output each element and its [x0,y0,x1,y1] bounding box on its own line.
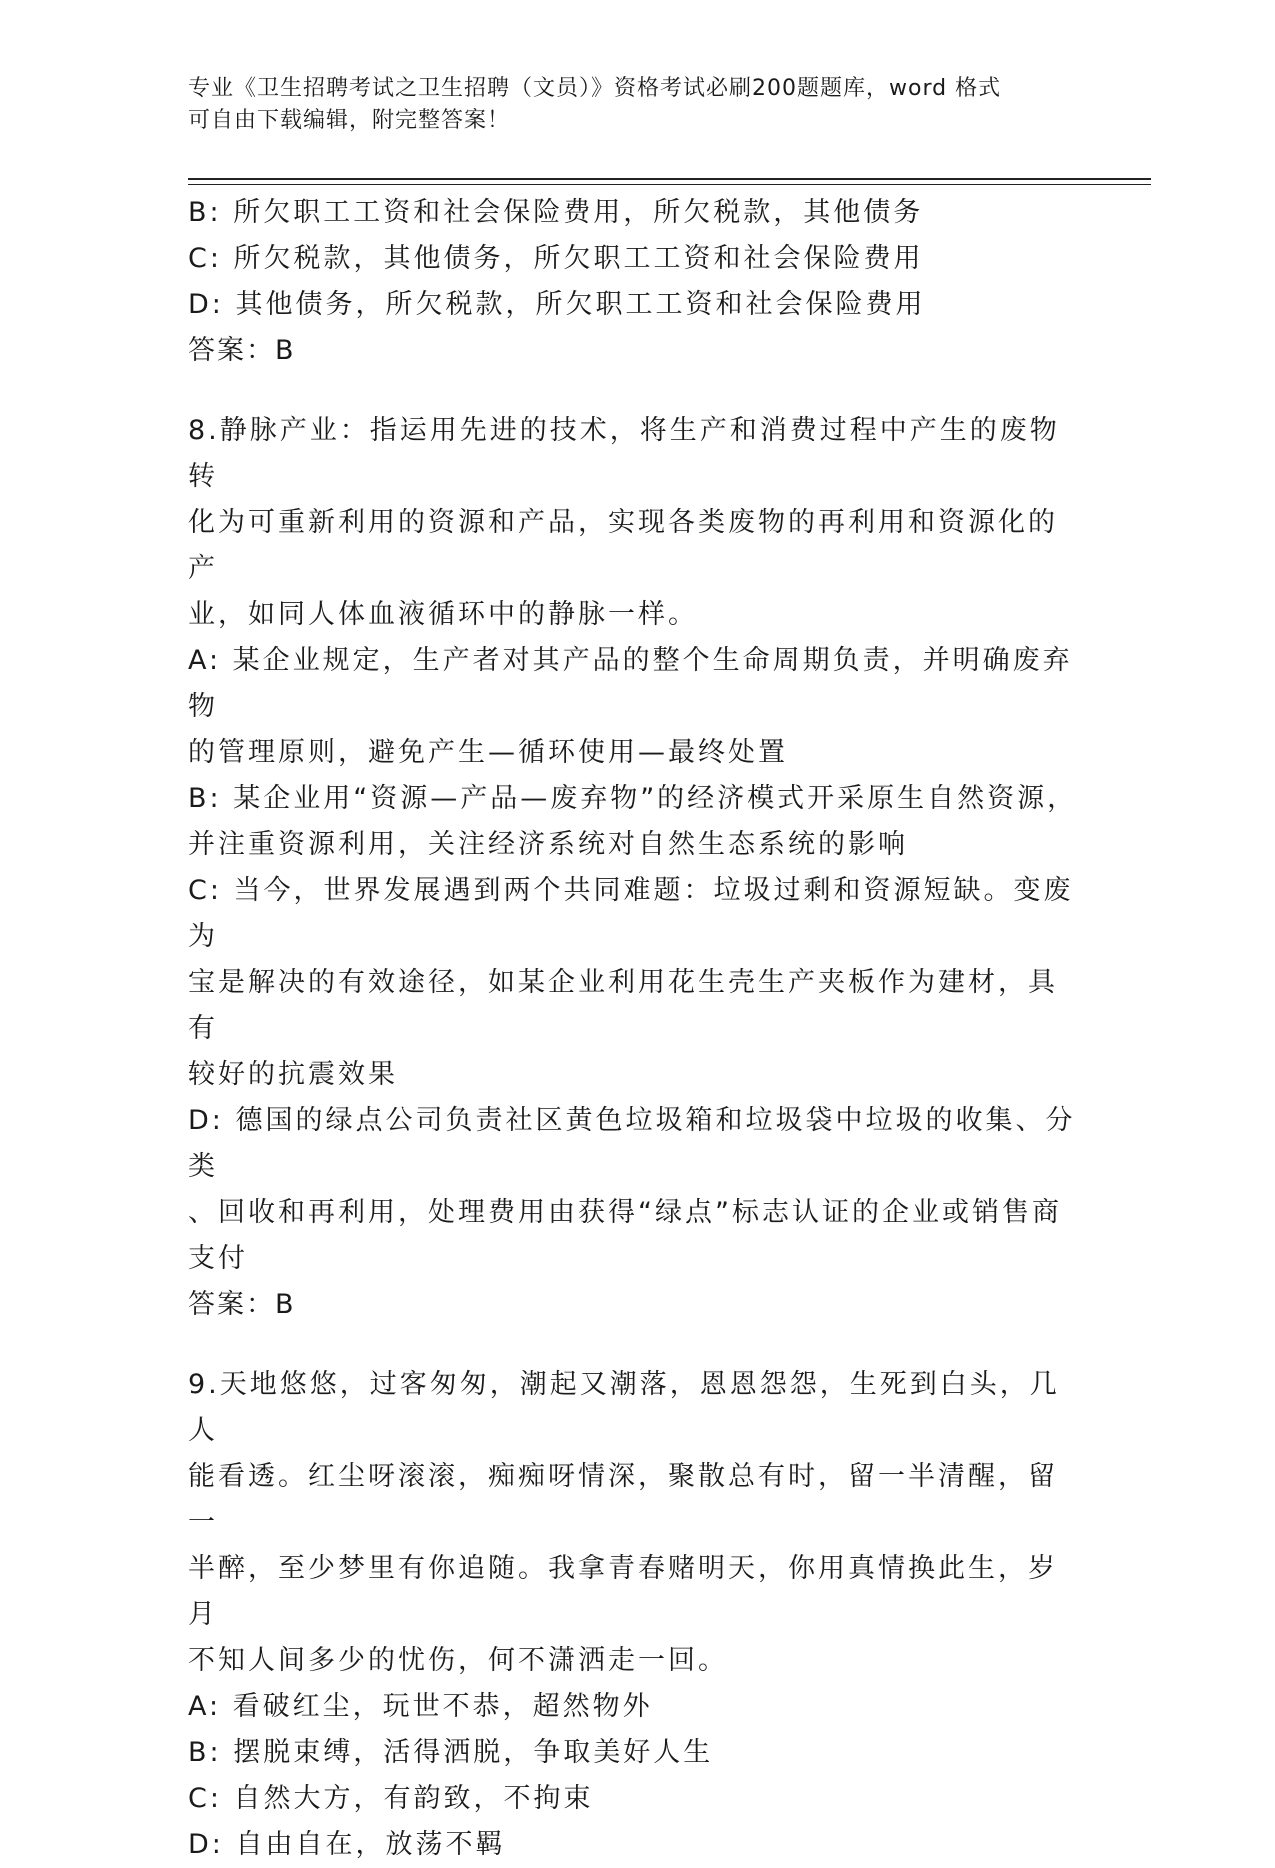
q9-stem-line: 半醉，至少梦里有你追随。我拿青春赌明天，你用真情换此生，岁月 [188,1553,1058,1630]
q7-option-b: B: 所欠职工工资和社会保险费用，所欠税款，其他债务 [188,197,924,228]
header-line-1: 专业《卫生招聘考试之卫生招聘（文员）》资格考试必刷200题题库，word 格式 [188,76,1002,101]
q8-option-a: 的管理原则，避免产生—循环使用—最终处置 [188,737,788,768]
q7-option-d: D: 其他债务，所欠税款，所欠职工工资和社会保险费用 [188,289,926,320]
q8-stem-line: 业，如同人体血液循环中的静脉一样。 [188,599,698,630]
q9-option-d: D: 自由自在，放荡不羁 [188,1829,506,1860]
q8-answer: 答案：B [188,1289,296,1320]
question-7-tail [188,190,1078,374]
document-header [188,73,1088,137]
q9-option-c: C: 自然大方，有韵致，不拘束 [188,1783,594,1814]
q8-option-d: 、回收和再利用，处理费用由获得“绿点”标志认证的企业或销售商 [188,1197,1062,1228]
q8-stem-line: 化为可重新利用的资源和产品，实现各类废物的再利用和资源化的产 [188,507,1058,584]
q9-stem-line: 不知人间多少的忧伤，何不潇洒走一回。 [188,1645,728,1676]
question-8 [188,408,1078,1328]
q8-option-c: 宝是解决的有效途径，如某企业利用花生壳生产夹板作为建材，具有 [188,967,1058,1044]
q9-stem-line: 9.天地悠悠，过客匆匆，潮起又潮落，恩恩怨怨，生死到白头，几人 [188,1369,1060,1446]
q8-option-b: 并注重资源利用，关注经济系统对自然生态系统的影响 [188,829,908,860]
q8-option-b: B: 某企业用“资源—产品—废弃物”的经济模式开采原生自然资源， [188,783,1078,814]
q9-option-b: B: 摆脱束缚，活得洒脱，争取美好人生 [188,1737,714,1768]
header-divider-thick [188,178,1151,180]
q8-option-d: 支付 [188,1243,248,1274]
document-body [188,190,1078,1868]
q8-option-a: A: 某企业规定，生产者对其产品的整个生命周期负责，并明确废弃物 [188,645,1073,722]
q7-option-c: C: 所欠税款，其他债务，所欠职工工资和社会保险费用 [188,243,924,274]
q9-stem-line: 能看透。红尘呀滚滚，痴痴呀情深，聚散总有时，留一半清醒，留一 [188,1461,1058,1538]
header-line-2: 可自由下载编辑，附完整答案！ [188,108,511,133]
question-9 [188,1362,1078,1868]
q7-answer: 答案：B [188,335,296,366]
q8-option-c: 较好的抗震效果 [188,1059,398,1090]
q8-option-d: D: 德国的绿点公司负责社区黄色垃圾箱和垃圾袋中垃圾的收集、分类 [188,1105,1076,1182]
q8-option-c: C: 当今，世界发展遇到两个共同难题：垃圾过剩和资源短缺。变废为 [188,875,1074,952]
q8-stem-line: 8.静脉产业：指运用先进的技术，将生产和消费过程中产生的废物转 [188,415,1060,492]
q9-option-a: A: 看破红尘，玩世不恭，超然物外 [188,1691,653,1722]
header-divider-thin [188,184,1151,185]
